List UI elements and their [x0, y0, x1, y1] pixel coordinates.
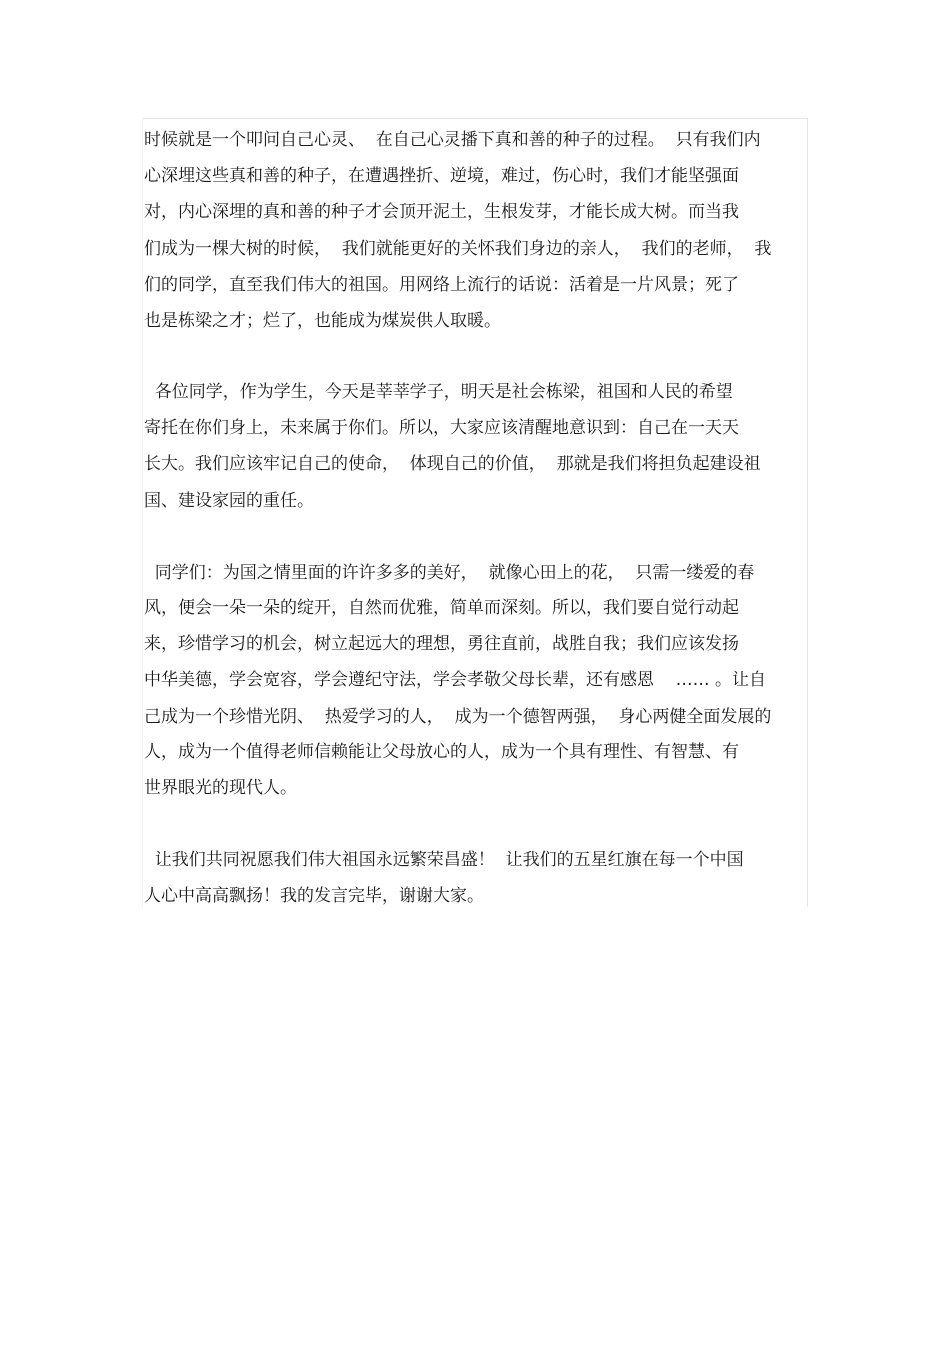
paragraph-1-line-1: 时候就是一个叩问自己心灵、 在自己心灵播下真和善的种子的过程。 只有我们内: [144, 130, 761, 150]
paragraph-4-line-2: 人心中高高飘扬！我的发言完毕，谢谢大家。: [144, 886, 484, 906]
paragraph-2-line-3: 长大。我们应该牢记自己的使命， 体现自己的价值， 那就是我们将担负起建设祖: [144, 454, 761, 474]
paragraph-1-line-2: 心深埋这些真和善的种子，在遭遇挫折、逆境，难过，伤心时，我们才能坚强面: [144, 166, 739, 186]
paragraph-1-line-3: 对，内心深埋的真和善的种子才会顶开泥土，生根发芽，才能长成大树。而当我: [144, 202, 739, 222]
paragraph-3-line-3: 来，珍惜学习的机会，树立起远大的理想，勇往直前，战胜自我；我们应该发扬: [144, 634, 739, 654]
paragraph-2-line-1: 各位同学，作为学生，今天是莘莘学子，明天是社会栋梁，祖国和人民的希望: [144, 382, 733, 402]
paragraph-4-line-1: 让我们共同祝愿我们伟大祖国永远繁荣昌盛！ 让我们的五星红旗在每一个中国: [144, 850, 744, 870]
paragraph-3-line-2: 风，便会一朵一朵的绽开，自然而优雅，简单而深刻。所以，我们要自觉行动起: [144, 598, 739, 618]
paragraph-1-line-4: 们成为一棵大树的时候， 我们就能更好的关怀我们身边的亲人， 我们的老师， 我: [144, 239, 772, 259]
paragraph-3-line-6: 人，成为一个值得老师信赖能让父母放心的人，成为一个具有理性、有智慧、有: [144, 742, 739, 762]
paragraph-2-line-4: 国、建设家园的重任。: [144, 491, 314, 511]
paragraph-3-line-5: 己成为一个珍惜光阴、 热爱学习的人， 成为一个德智两强， 身心两健全面发展的: [144, 707, 772, 727]
paragraph-3-line-4: 中华美德，学会宽容，学会遵纪守法，学会孝敬父母长辈，还有感恩 …… 。让自: [144, 670, 767, 690]
paragraph-3-line-1: 同学们：为国之情里面的许许多多的美好， 就像心田上的花， 只需一缕爱的春: [144, 563, 755, 583]
paragraph-3-line-7: 世界眼光的现代人。: [144, 778, 297, 798]
paragraph-2-line-2: 寄托在你们身上，未来属于你们。所以，大家应该清醒地意识到：自己在一天天: [144, 418, 739, 438]
paragraph-1-line-5: 们的同学，直至我们伟大的祖国。用网络上流行的话说：活着是一片风景；死了: [144, 275, 739, 295]
paragraph-1-line-6: 也是栋梁之才；烂了，也能成为煤炭供人取暖。: [144, 311, 501, 331]
